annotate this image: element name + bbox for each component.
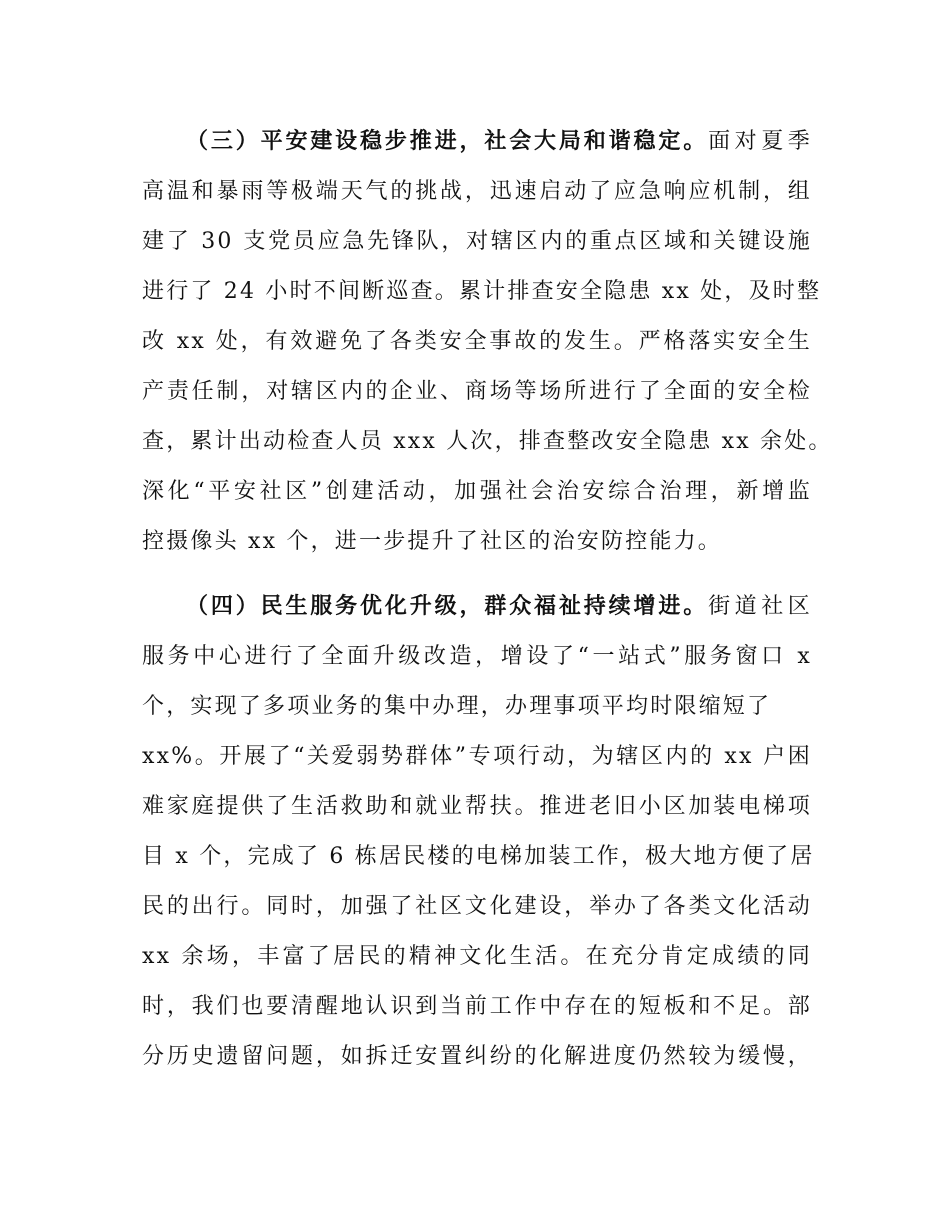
paragraph-3-line-8: 深化“平安社区”创建活动，加强社会治安综合治理，新增监 — [142, 479, 812, 504]
paragraph-4-line-1 — [142, 591, 812, 623]
paragraph-3-line-2: 高温和暴雨等极端天气的挑战，迅速启动了应急响应机制，组 — [142, 179, 812, 204]
paragraph-4-line-7: 民的出行。同时，加强了社区文化建设，举办了各类文化活动 — [142, 894, 812, 919]
paragraph-3-heading: （三）平安建设稳步推进，社会大局和谐稳定。 — [186, 129, 709, 154]
paragraph-3-text: 面对夏季 — [708, 129, 812, 154]
paragraph-4-heading: （四）民生服务优化升级，群众福祉持续增进。 — [186, 594, 709, 619]
paragraph-4-line-5: 难家庭提供了生活救助和就业帮扶。推进老旧小区加装电梯项 — [142, 794, 812, 819]
paragraph-4-line-9: 时，我们也要清醒地认识到当前工作中存在的短板和不足。部 — [142, 994, 812, 1019]
paragraph-4-text: 街道社区 — [708, 594, 812, 619]
paragraph-3-line-5: 改 xx 处，有效避免了各类安全事故的发生。严格落实安全生 — [142, 329, 812, 354]
paragraph-4-line-2: 服务中心进行了全面升级改造，增设了“一站式”服务窗口 x — [142, 644, 812, 669]
paragraph-3-line-6: 产责任制，对辖区内的企业、商场等场所进行了全面的安全检 — [142, 379, 812, 404]
paragraph-4-line-6: 目 x 个，完成了 6 栋居民楼的电梯加装工作，极大地方便了居 — [142, 844, 815, 869]
paragraph-3-line-4: 进行了 24 小时不间断巡查。累计排查安全隐患 xx 处，及时整 — [142, 279, 822, 304]
paragraph-3-line-1 — [142, 126, 812, 158]
paragraph-4-line-4: xx%。开展了“关爱弱势群体”专项行动，为辖区内的 xx 户困 — [142, 744, 812, 769]
paragraph-3-line-7: 查，累计出动检查人员 xxx 人次，排查整改安全隐患 xx 余处。 — [142, 429, 833, 454]
paragraph-3-line-9: 控摄像头 xx 个，进一步提升了社区的治安防控能力。 — [142, 529, 723, 554]
paragraph-4-line-3: 个，实现了多项业务的集中办理，办理事项平均时限缩短了 — [142, 694, 772, 719]
paragraph-3-line-3: 建了 30 支党员应急先锋队，对辖区内的重点区域和关键设施 — [142, 229, 812, 254]
paragraph-4-line-8: xx 余场，丰富了居民的精神文化生活。在充分肯定成绩的同 — [142, 944, 812, 969]
paragraph-4-line-10: 分历史遗留问题，如拆迁安置纠纷的化解进度仍然较为缓慢， — [142, 1044, 812, 1069]
